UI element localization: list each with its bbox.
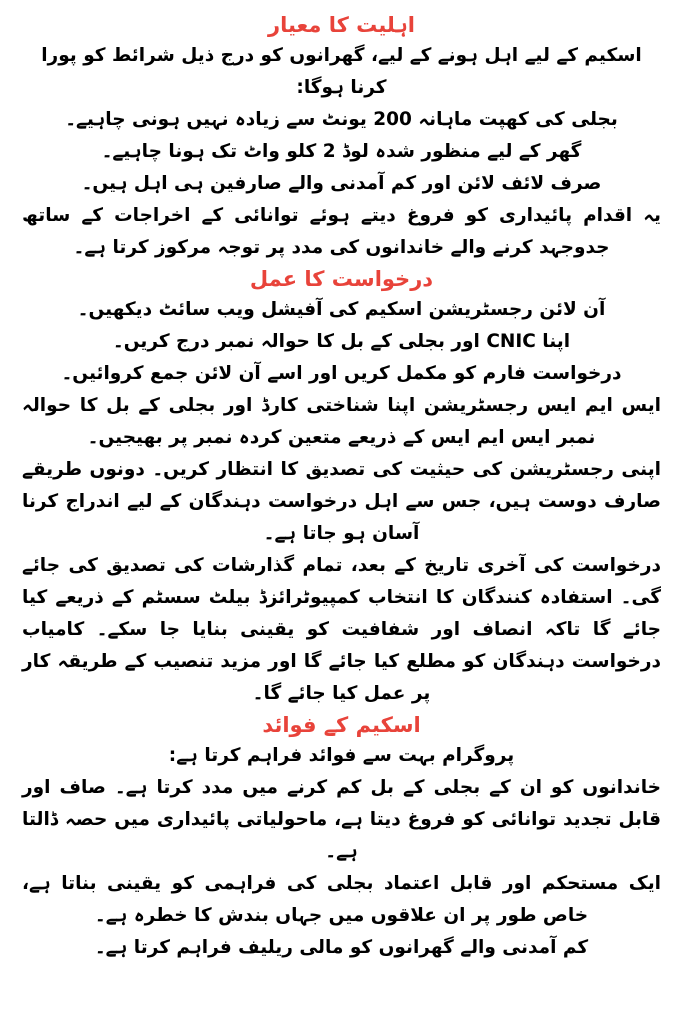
eligibility-summary: یہ اقدام پائیداری کو فروغ دیتے ہوئے توانائی کے اخراجات کے ساتھ جدوجہد کرنے والے خاندانوں کی مدد پر توجہ مرکوز کرتا ہے۔ [22, 205, 661, 258]
eligibility-heading: اہلیت کا معیار [268, 13, 415, 37]
eligibility-intro: اسکیم کے لیے اہل ہونے کے لیے، گھرانوں کو درج ذیل شرائط کو پورا کرنا ہوگا: [41, 45, 642, 98]
benefits-section [22, 710, 661, 964]
application-step-website: آن لائن رجسٹریشن اسکیم کی آفیشل ویب سائٹ دیکھیں۔ [77, 299, 606, 320]
benefit-reliable-supply: ایک مستحکم اور قابل اعتماد بجلی کی فراہمی کو یقینی بناتا ہے، خاص طور پر ان علاقوں میں جہاں بندش کا خطرہ ہے۔ [22, 873, 661, 926]
application-section [22, 264, 661, 710]
application-step-verification: اپنی رجسٹریشن کی حیثیت کی تصدیق کا انتظار کریں۔ دونوں طریقے صارف دوست ہیں، جس سے اہل درخواست دہندگان کے لیے اندراج کرنا آسان ہو جاتا ہے۔ [22, 459, 661, 544]
eligibility-section [22, 10, 661, 264]
benefits-heading: اسکیم کے فوائد [262, 713, 421, 737]
benefit-financial-relief: کم آمدنی والے گھرانوں کو مالی ریلیف فراہم کرتا ہے۔ [94, 937, 589, 958]
application-selection-paragraph: درخواست کی آخری تاریخ کے بعد، تمام گذارشات کی تصدیق کی جائے گی۔ استفادہ کنندگان کا انتخاب کمپیوٹرائزڈ بیلٹ سسٹم کے ذریعے کیا جائے گا تاکہ انصاف اور شفافیت کو یقینی بنایا جا سکے۔ کامیاب درخواست دہندگان کو مطلع کیا جائے گا اور مزید تنصیب کے طریقہ کار پر عمل کیا جائے گا۔ [22, 555, 661, 704]
application-heading: درخواست کا عمل [249, 267, 434, 291]
benefit-bill-reduction: خاندانوں کو ان کے بجلی کے بل کم کرنے میں مدد کرتا ہے۔ صاف اور قابل تجدید توانائی کو فروغ دیتا ہے، ماحولیاتی پائیداری میں حصہ ڈالتا ہے۔ [22, 777, 661, 862]
application-step-cnic: اپنا CNIC اور بجلی کے بل کا حوالہ نمبر درج کریں۔ [112, 331, 571, 352]
eligibility-condition-consumption: بجلی کی کھپت ماہانہ 200 یونٹ سے زیادہ نہیں ہونی چاہیے۔ [65, 109, 618, 130]
application-step-sms: ایس ایم ایس رجسٹریشن اپنا شناختی کارڈ اور بجلی کے بل کا حوالہ نمبر ایس ایم ایس کے ذریعے متعین کردہ نمبر پر بھیجیں۔ [22, 395, 661, 448]
eligibility-condition-lifeline: صرف لائف لائن اور کم آمدنی والے صارفین ہی اہل ہیں۔ [81, 173, 602, 194]
eligibility-condition-load: گھر کے لیے منظور شدہ لوڈ 2 کلو واٹ تک ہونا چاہیے۔ [101, 141, 582, 162]
benefits-intro: پروگرام بہت سے فوائد فراہم کرتا ہے: [168, 745, 515, 766]
application-step-form: درخواست فارم کو مکمل کریں اور اسے آن لائن جمع کروائیں۔ [61, 363, 622, 384]
